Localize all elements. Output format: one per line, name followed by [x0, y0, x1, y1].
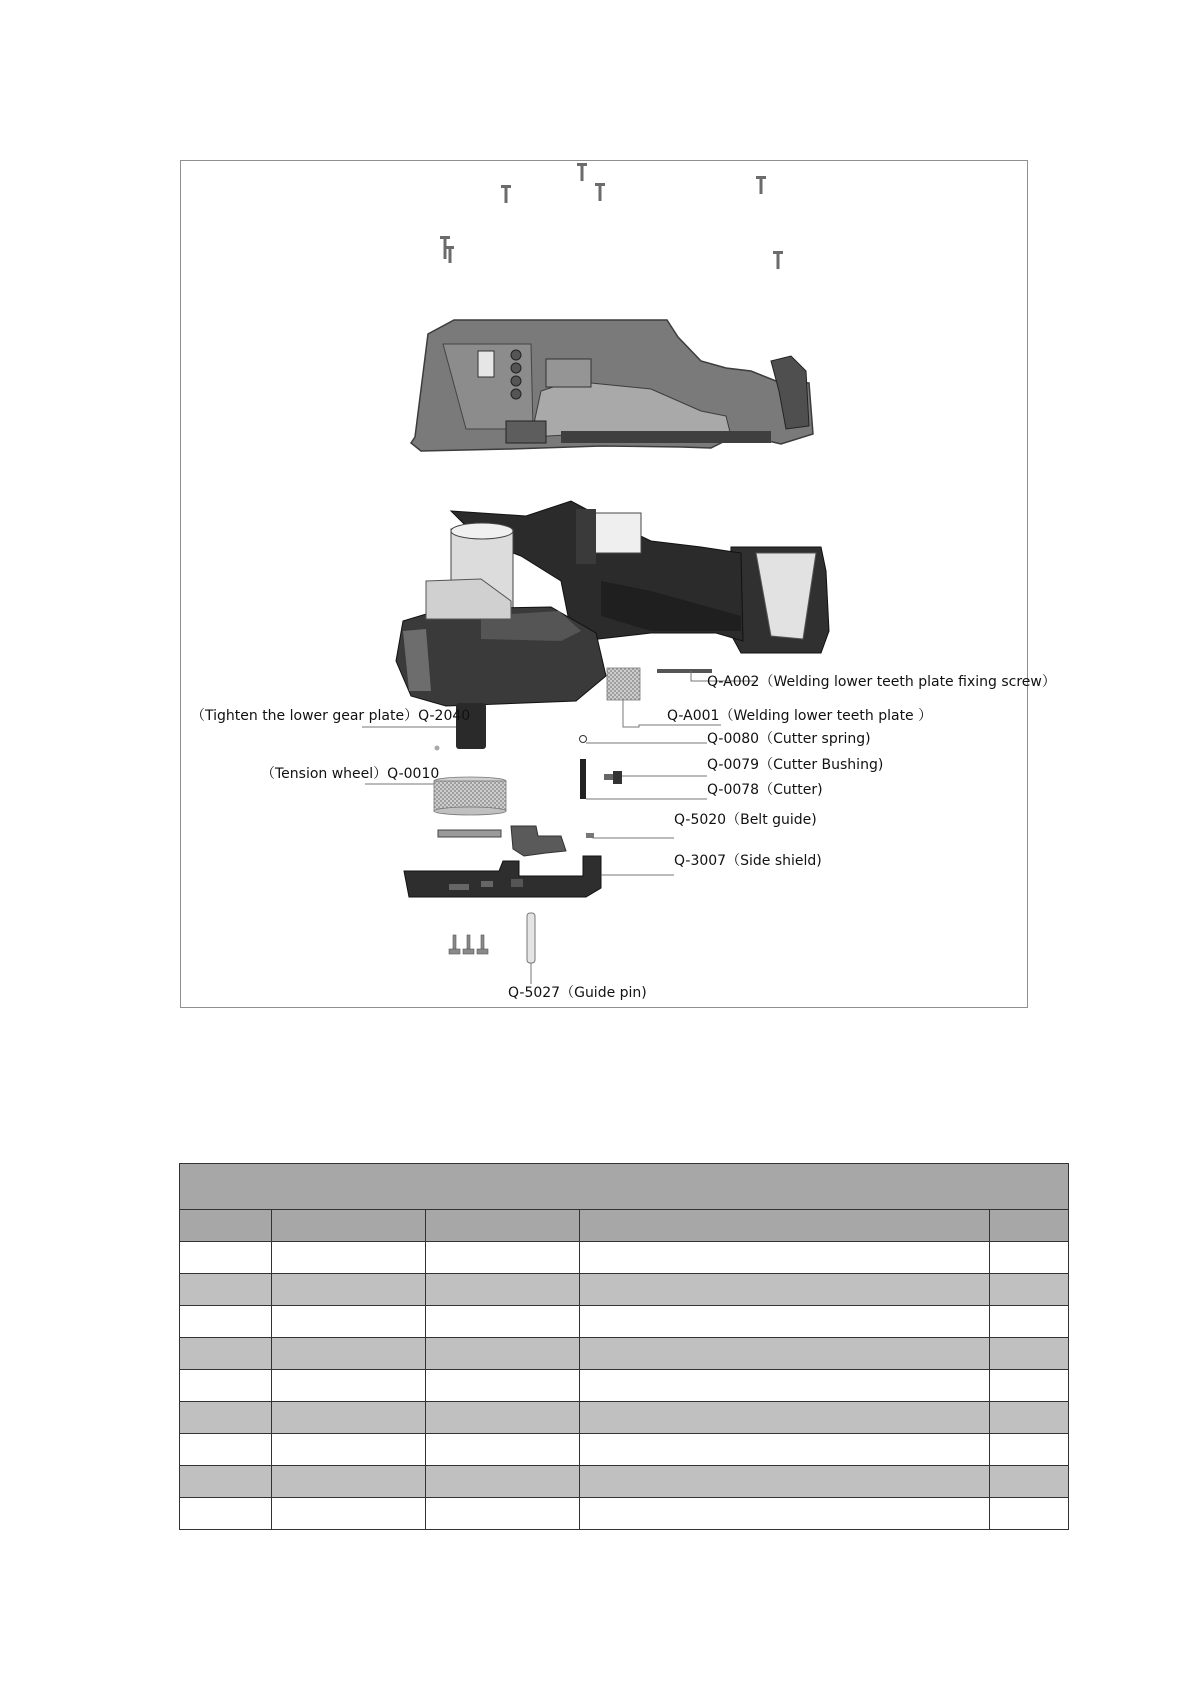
- table-cell: [990, 1434, 1069, 1466]
- table-cell: [180, 1242, 272, 1274]
- table-header: [990, 1210, 1069, 1242]
- table-cell: [990, 1274, 1069, 1306]
- table-cell: [580, 1498, 990, 1530]
- callout-q-0078: Q-0078（Cutter): [707, 782, 823, 798]
- table-header: [180, 1210, 272, 1242]
- table-cell: [272, 1306, 426, 1338]
- table-cell: [426, 1434, 580, 1466]
- callout-q-a002: Q-A002（Welding lower teeth plate fixing screw）: [707, 674, 1056, 690]
- table-row: [180, 1402, 1069, 1434]
- table-cell: [272, 1498, 426, 1530]
- exploded-view-drawing: [181, 161, 1029, 1009]
- table-header: [272, 1210, 426, 1242]
- table-cell: [426, 1402, 580, 1434]
- bottom-screws: [449, 935, 488, 954]
- table-cell: [990, 1402, 1069, 1434]
- table-row: [180, 1306, 1069, 1338]
- callout-q-2040: （Tighten the lower gear plate）Q-2040: [191, 708, 471, 724]
- table-cell: [580, 1434, 990, 1466]
- table-cell: [990, 1498, 1069, 1530]
- table-cell: [272, 1434, 426, 1466]
- table-cell: [272, 1466, 426, 1498]
- table-row: [180, 1370, 1069, 1402]
- table-row: [180, 1338, 1069, 1370]
- table-cell: [180, 1498, 272, 1530]
- table-row: [180, 1274, 1069, 1306]
- table-cell: [272, 1402, 426, 1434]
- exploded-view-figure: [180, 160, 1056, 1008]
- table-cell: [426, 1306, 580, 1338]
- callout-q-0010: （Tension wheel）Q-0010: [261, 766, 440, 782]
- guide-pin: [527, 913, 535, 963]
- table-title: [180, 1164, 1069, 1210]
- table-cell: [990, 1370, 1069, 1402]
- table-cell: [580, 1306, 990, 1338]
- table-cell: [180, 1402, 272, 1434]
- table-cell: [990, 1338, 1069, 1370]
- table-cell: [272, 1338, 426, 1370]
- table-cell: [272, 1274, 426, 1306]
- table-cell: [180, 1338, 272, 1370]
- table-cell: [426, 1498, 580, 1530]
- callout-q-3007: Q-3007（Side shield): [674, 853, 822, 869]
- upper-housing: [411, 320, 813, 451]
- table-cell: [580, 1466, 990, 1498]
- table-header: [426, 1210, 580, 1242]
- table-cell: [272, 1370, 426, 1402]
- table-cell: [990, 1242, 1069, 1274]
- table-header: [580, 1210, 990, 1242]
- top-screws: [440, 163, 783, 269]
- table-cell: [580, 1242, 990, 1274]
- table-cell: [426, 1338, 580, 1370]
- table-cell: [180, 1274, 272, 1306]
- callout-q-0080: Q-0080（Cutter spring): [707, 731, 871, 747]
- table-row: [180, 1466, 1069, 1498]
- table-cell: [180, 1370, 272, 1402]
- callout-q-5027: Q-5027（Guide pin): [508, 985, 647, 1001]
- table-cell: [990, 1306, 1069, 1338]
- table-cell: [272, 1242, 426, 1274]
- table-cell: [180, 1466, 272, 1498]
- table-cell: [180, 1306, 272, 1338]
- callout-q-0079: Q-0079（Cutter Bushing): [707, 757, 884, 773]
- table-cell: [426, 1274, 580, 1306]
- callout-q-a001: Q-A001（Welding lower teeth plate ）: [667, 708, 933, 724]
- table-cell: [990, 1466, 1069, 1498]
- table-cell: [580, 1274, 990, 1306]
- table-row: [180, 1498, 1069, 1530]
- table-cell: [426, 1242, 580, 1274]
- table-cell: [426, 1466, 580, 1498]
- parts-table: [179, 1163, 1069, 1530]
- table-cell: [180, 1434, 272, 1466]
- table-cell: [580, 1402, 990, 1434]
- table-cell: [426, 1370, 580, 1402]
- table-cell: [580, 1338, 990, 1370]
- table-row: [180, 1434, 1069, 1466]
- table-row: [180, 1242, 1069, 1274]
- callout-q-5020: Q-5020（Belt guide): [674, 812, 817, 828]
- table-cell: [580, 1370, 990, 1402]
